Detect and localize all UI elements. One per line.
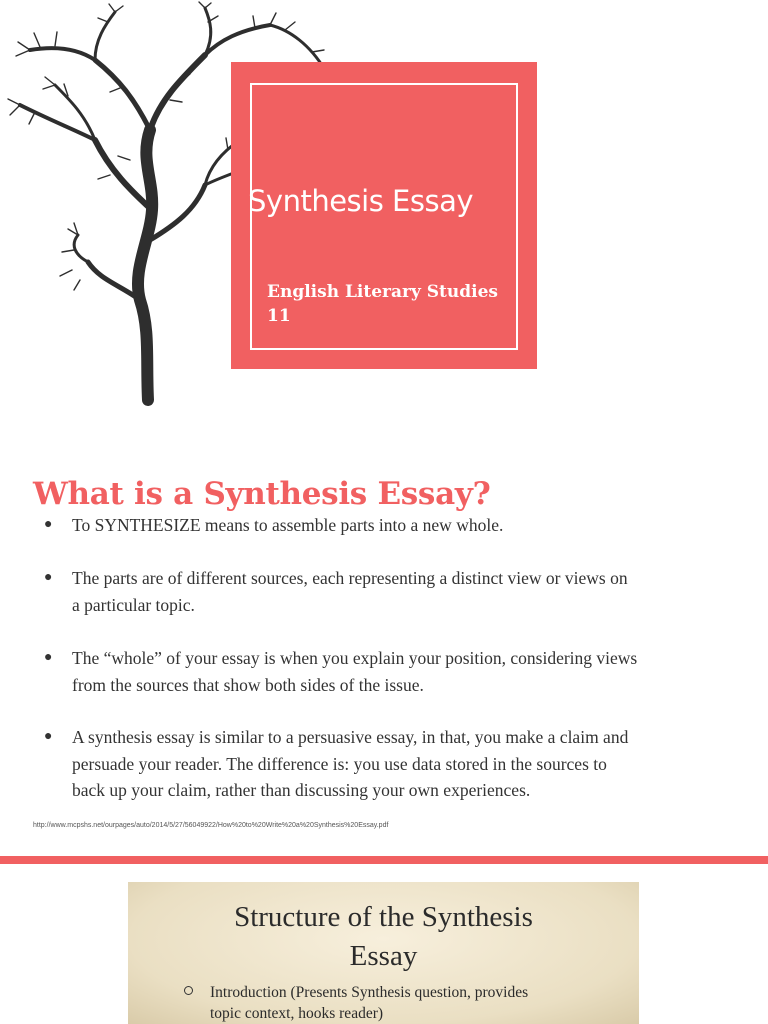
slide-heading: What is a Synthesis Essay? xyxy=(33,476,491,512)
subtitle-line-1: English Literary Studies xyxy=(267,282,498,302)
bullet-item xyxy=(44,512,744,539)
bullet-dot-icon: ● xyxy=(44,729,53,744)
bullet-item xyxy=(44,565,744,618)
structure-title xyxy=(128,898,639,976)
bullet-item xyxy=(44,724,744,804)
subtitle-line-2: 11 xyxy=(267,306,291,326)
slide-divider xyxy=(0,856,768,864)
bullet-text: The “whole” of your essay is when you explain your position, considering views xyxy=(72,648,638,668)
definition-slide xyxy=(0,430,768,856)
structure-item-text: Introduction (Presents Synthesis question, provides xyxy=(210,984,529,1001)
structure-slide xyxy=(128,882,639,1024)
bullet-text: persuade your reader. The difference is: you use data stored in the sources to xyxy=(72,753,607,774)
title-slide xyxy=(0,0,768,430)
bullet-text: from the sources that show both sides of the issue. xyxy=(72,674,424,695)
structure-title-line-2: Essay xyxy=(349,940,418,972)
bullet-text: a particular topic. xyxy=(72,594,195,615)
bullet-text: A synthesis essay is similar to a persuasive essay, in that, you make a claim and xyxy=(72,727,629,747)
source-url: http://www.mcpshs.net/ourpages/auto/2014/5/27/56049922/How%20to%20Write%20a%20Synthesis%20Essay.pdf xyxy=(33,822,389,829)
structure-title-line-1: Structure of the Synthesis xyxy=(234,901,533,933)
title-card xyxy=(231,62,537,369)
presentation-title: Synthesis Essay xyxy=(248,184,474,218)
bullet-item xyxy=(44,645,744,698)
bullet-text: The parts are of different sources, each representing a distinct view or views on xyxy=(72,568,628,588)
ring-bullet-icon xyxy=(184,986,193,995)
bullet-text: back up your claim, rather than discussing your own experiences. xyxy=(72,780,531,800)
bullet-dot-icon: ● xyxy=(44,650,53,665)
structure-item xyxy=(184,982,624,1024)
structure-item-text: topic context, hooks reader) xyxy=(210,1005,384,1022)
bullet-dot-icon: ● xyxy=(44,570,53,585)
bullet-dot-icon: ● xyxy=(44,517,53,532)
bullet-text: To SYNTHESIZE means to assemble parts into a new whole. xyxy=(72,515,504,535)
presentation-subtitle xyxy=(267,280,507,328)
